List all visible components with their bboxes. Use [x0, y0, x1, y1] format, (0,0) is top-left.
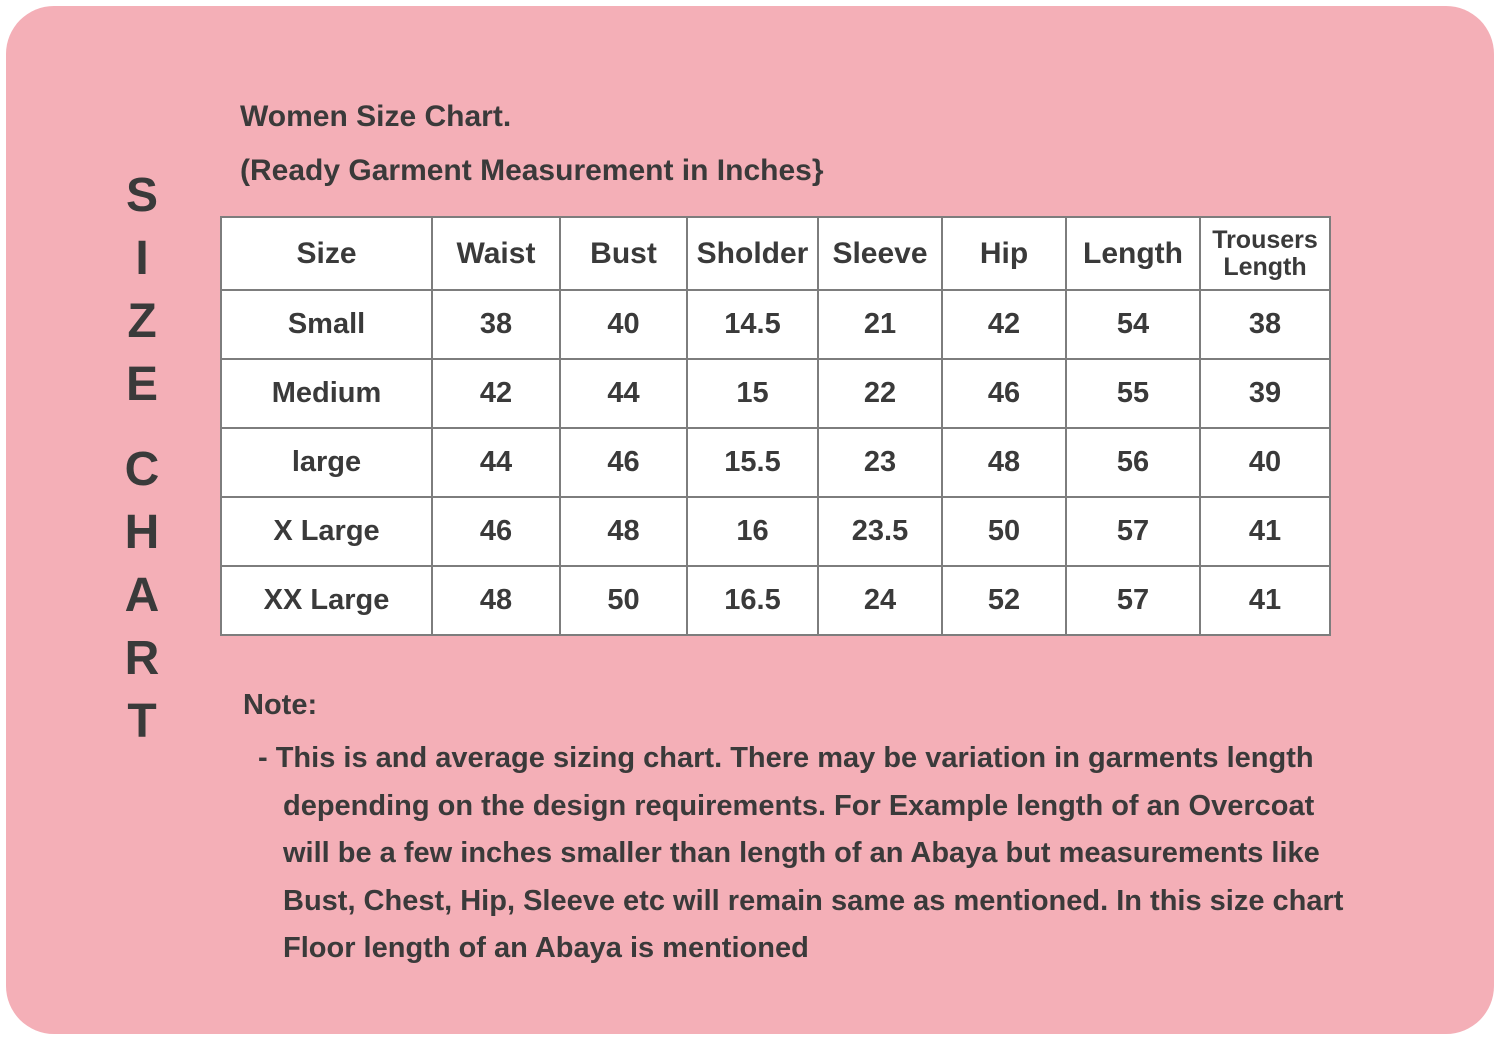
- vertical-letter: Z: [127, 295, 157, 348]
- size-cell: XX Large: [221, 566, 432, 635]
- value-cell: 50: [942, 497, 1066, 566]
- value-cell: 55: [1066, 359, 1200, 428]
- size-cell: Small: [221, 290, 432, 359]
- column-header: Waist: [432, 217, 560, 290]
- value-cell: 46: [432, 497, 560, 566]
- column-header: Trousers Length: [1200, 217, 1330, 290]
- column-header: Size: [221, 217, 432, 290]
- value-cell: 42: [942, 290, 1066, 359]
- value-cell: 16: [687, 497, 818, 566]
- vertical-letter: R: [124, 632, 160, 685]
- value-cell: 40: [560, 290, 687, 359]
- value-cell: 48: [560, 497, 687, 566]
- column-header: Hip: [942, 217, 1066, 290]
- vertical-letter: S: [125, 169, 158, 222]
- vertical-letter: H: [124, 506, 160, 559]
- value-cell: 56: [1066, 428, 1200, 497]
- column-header: Bust: [560, 217, 687, 290]
- value-cell: 52: [942, 566, 1066, 635]
- column-header: Sleeve: [818, 217, 942, 290]
- value-cell: 57: [1066, 497, 1200, 566]
- note-line: Bust, Chest, Hip, Sleeve etc will remain same as mentioned. In this size chart: [283, 884, 1344, 917]
- note-lines: [243, 735, 1343, 973]
- note-line: Floor length of an Abaya is mentioned: [283, 932, 809, 964]
- value-cell: 44: [560, 359, 687, 428]
- size-chart-card: [6, 6, 1494, 1034]
- size-cell: Medium: [221, 359, 432, 428]
- note-line: depending on the design requirements. For Example length of an Overcoat: [283, 789, 1315, 822]
- value-cell: 42: [432, 359, 560, 428]
- size-cell: X Large: [221, 497, 432, 566]
- note-heading: Note:: [243, 689, 318, 721]
- column-header: Length: [1066, 217, 1200, 290]
- size-table: [220, 216, 1331, 636]
- value-cell: 41: [1200, 566, 1330, 635]
- value-cell: 21: [818, 290, 942, 359]
- value-cell: 44: [432, 428, 560, 497]
- size-cell: large: [221, 428, 432, 497]
- value-cell: 24: [818, 566, 942, 635]
- value-cell: 40: [1200, 428, 1330, 497]
- note-section: [243, 686, 1343, 973]
- vertical-letter: I: [135, 232, 149, 285]
- value-cell: 48: [942, 428, 1066, 497]
- table-row: [221, 566, 1330, 635]
- value-cell: 39: [1200, 359, 1330, 428]
- table-row: [221, 359, 1330, 428]
- value-cell: 57: [1066, 566, 1200, 635]
- value-cell: 15.5: [687, 428, 818, 497]
- value-cell: 16.5: [687, 566, 818, 635]
- value-cell: 38: [1200, 290, 1330, 359]
- vertical-letter: A: [124, 569, 160, 622]
- chart-title: Women Size Chart.: [240, 100, 512, 133]
- vertical-letter: C: [124, 443, 160, 496]
- note-line: - This is and average sizing chart. There may be variation in garments length: [258, 742, 1314, 774]
- value-cell: 38: [432, 290, 560, 359]
- title-block: [240, 90, 824, 198]
- value-cell: 23: [818, 428, 942, 497]
- value-cell: 54: [1066, 290, 1200, 359]
- value-cell: 50: [560, 566, 687, 635]
- value-cell: 23.5: [818, 497, 942, 566]
- vertical-letter: T: [127, 695, 157, 748]
- value-cell: 41: [1200, 497, 1330, 566]
- value-cell: 15: [687, 359, 818, 428]
- column-header: Sholder: [687, 217, 818, 290]
- value-cell: 22: [818, 359, 942, 428]
- table-row: [221, 290, 1330, 359]
- chart-subtitle: (Ready Garment Measurement in Inches}: [240, 154, 824, 187]
- value-cell: 48: [432, 566, 560, 635]
- vertical-letter: E: [125, 358, 158, 411]
- table-row: [221, 497, 1330, 566]
- table-header-row: [221, 217, 1330, 290]
- value-cell: 46: [560, 428, 687, 497]
- value-cell: 46: [942, 359, 1066, 428]
- table-row: [221, 428, 1330, 497]
- value-cell: 14.5: [687, 290, 818, 359]
- note-line: will be a few inches smaller than length of an Abaya but measurements like: [283, 837, 1320, 869]
- vertical-size-chart-label: [114, 164, 170, 753]
